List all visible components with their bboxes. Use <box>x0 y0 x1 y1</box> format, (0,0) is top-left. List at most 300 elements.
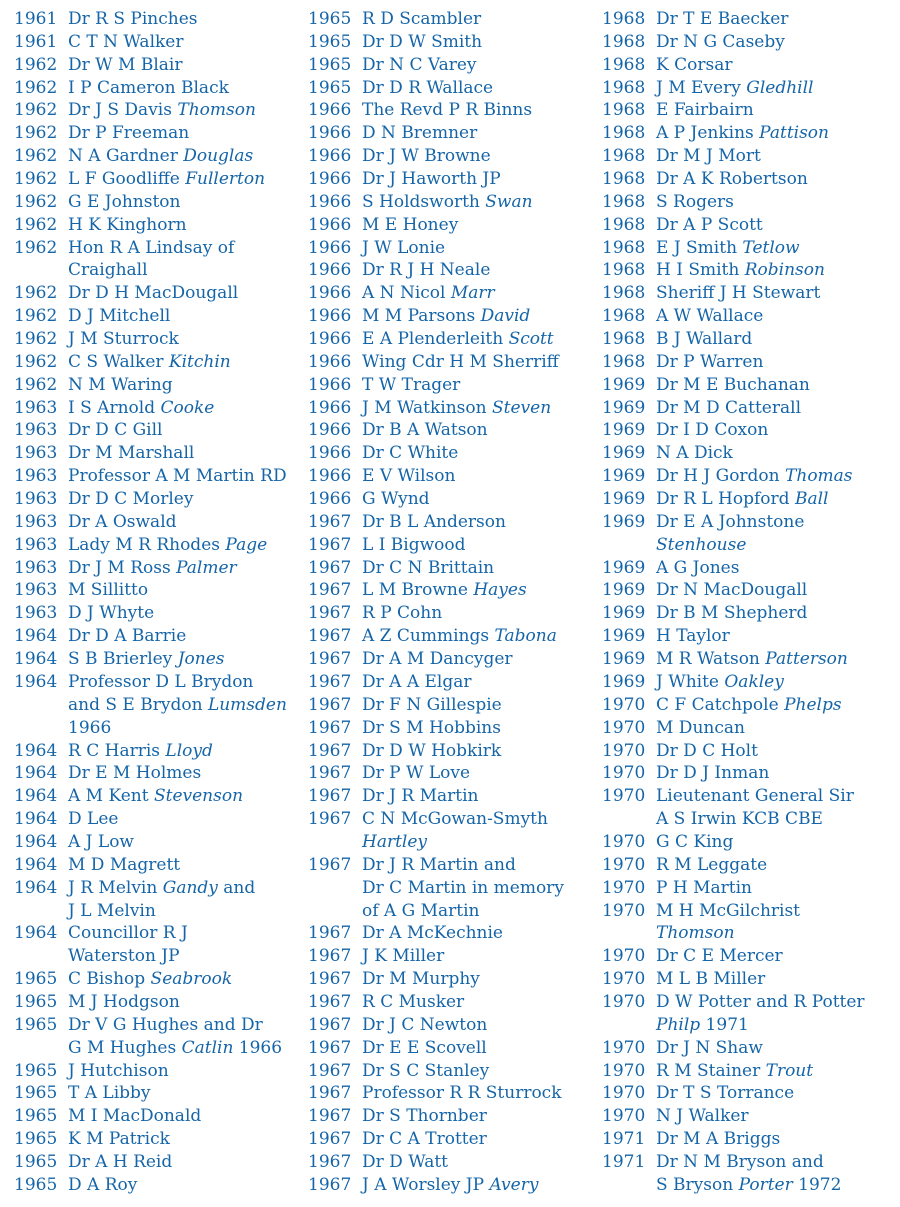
donor-entry <box>14 488 294 511</box>
donor-entry <box>602 968 892 991</box>
entry-name <box>68 648 294 671</box>
entry-name-line <box>362 191 588 214</box>
donor-entry <box>602 740 892 763</box>
entry-year: 1968 <box>602 31 646 52</box>
entry-year: 1968 <box>602 100 646 121</box>
name-text: P H Martin <box>656 877 752 898</box>
entry-name-line <box>362 945 588 968</box>
entry-name-line <box>656 1082 892 1105</box>
entry-year: 1965 <box>14 1106 58 1127</box>
name-text: L I Bigwood <box>362 534 466 555</box>
entry-year: 1966 <box>308 260 352 281</box>
donor-column-2 <box>308 8 588 1197</box>
donor-entry <box>602 625 892 648</box>
donor-entry <box>602 465 892 488</box>
married-name: Gandy <box>162 877 218 898</box>
donor-entry <box>308 397 588 420</box>
entry-name <box>68 762 294 785</box>
name-text: C Bishop <box>68 969 151 990</box>
entry-year: 1962 <box>14 54 58 75</box>
entry-name <box>656 854 892 877</box>
entry-name-line <box>656 99 892 122</box>
donor-entry <box>602 419 892 442</box>
entry-name <box>68 145 294 168</box>
entry-year: 1966 <box>308 489 352 510</box>
entry-name-line <box>362 900 588 923</box>
married-name: Oakley <box>724 671 784 692</box>
entry-name-line <box>68 488 294 511</box>
name-text: M I MacDonald <box>68 1106 202 1127</box>
entry-name-line <box>656 831 892 854</box>
entry-name <box>656 282 892 305</box>
entry-name-line <box>68 1128 294 1151</box>
name-text: Dr A McKechnie <box>362 923 503 944</box>
entry-year: 1967 <box>308 626 352 647</box>
name-text: Dr N MacDougall <box>656 580 808 601</box>
entry-name-line <box>656 625 892 648</box>
donor-entry <box>14 214 294 237</box>
donor-entry <box>14 351 294 374</box>
donor-entry <box>308 191 588 214</box>
donor-entry <box>308 1037 588 1060</box>
entry-name <box>68 625 294 648</box>
entry-year: 1967 <box>308 1037 352 1058</box>
entry-year: 1969 <box>602 489 646 510</box>
entry-year: 1966 <box>308 420 352 441</box>
donor-entry <box>602 511 892 557</box>
entry-name <box>68 557 294 580</box>
name-text: The Revd P R Binns <box>362 100 533 121</box>
entry-name-line <box>656 397 892 420</box>
entry-year: 1967 <box>308 1106 352 1127</box>
entry-name <box>362 305 588 328</box>
entry-name <box>362 740 588 763</box>
name-text: D W Potter and R Potter <box>656 991 865 1012</box>
entry-name <box>68 831 294 854</box>
name-text: J M Watkinson <box>362 397 492 418</box>
entry-year: 1968 <box>602 237 646 258</box>
name-text: Professor D L Brydon <box>68 671 254 692</box>
entry-name-line <box>68 31 294 54</box>
entry-name <box>362 419 588 442</box>
name-text: Dr C A Trotter <box>362 1129 487 1150</box>
donor-entry <box>308 945 588 968</box>
entry-name <box>656 397 892 420</box>
name-text: R P Cohn <box>362 603 443 624</box>
name-text: A W Wallace <box>656 306 764 327</box>
entry-year: 1968 <box>602 191 646 212</box>
entry-year: 1966 <box>308 374 352 395</box>
name-text: H K Kinghorn <box>68 214 187 235</box>
donor-entry <box>308 1174 588 1197</box>
entry-name <box>68 1151 294 1174</box>
married-name: Thomson <box>177 100 256 121</box>
entry-name-line <box>68 671 294 694</box>
entry-year: 1967 <box>308 717 352 738</box>
entry-name-line <box>68 282 294 305</box>
donor-entry <box>602 374 892 397</box>
entry-year: 1966 <box>308 123 352 144</box>
entry-name <box>656 99 892 122</box>
married-name: Cooke <box>160 397 215 418</box>
entry-year: 1967 <box>308 1014 352 1035</box>
entry-name <box>68 237 294 283</box>
entry-name-line <box>362 694 588 717</box>
married-name: Marr <box>450 283 495 304</box>
name-text: A N Nicol <box>362 283 451 304</box>
name-text: Lieutenant General Sir <box>656 786 854 807</box>
name-text: Hon R A Lindsay of <box>68 237 235 258</box>
entry-name <box>362 259 588 282</box>
entry-name-line <box>68 945 294 968</box>
name-text: R M Leggate <box>656 854 768 875</box>
name-text: N A Dick <box>656 443 733 464</box>
donor-entry <box>602 77 892 100</box>
entry-name <box>656 579 892 602</box>
entry-name-line <box>362 1128 588 1151</box>
name-text: G M Hughes <box>68 1037 182 1058</box>
name-text: of A G Martin <box>362 900 480 921</box>
entry-name-line <box>68 579 294 602</box>
entry-name <box>362 465 588 488</box>
entry-name <box>656 1037 892 1060</box>
name-text: Dr C E Mercer <box>656 946 783 967</box>
entry-name <box>362 922 588 945</box>
donor-entry <box>602 122 892 145</box>
entry-name-line <box>656 534 892 557</box>
name-text: M D Magrett <box>68 854 181 875</box>
entry-name <box>656 77 892 100</box>
name-text: G Wynd <box>362 489 430 510</box>
name-text: Dr D H MacDougall <box>68 283 239 304</box>
donor-entry <box>14 1060 294 1083</box>
name-text: N J Walker <box>656 1106 749 1127</box>
name-text: Dr F N Gillespie <box>362 694 502 715</box>
donor-entry <box>308 785 588 808</box>
name-text: D J Whyte <box>68 603 155 624</box>
donor-entry <box>602 305 892 328</box>
donor-entry <box>14 648 294 671</box>
entry-name <box>362 717 588 740</box>
entry-name <box>362 374 588 397</box>
entry-year: 1965 <box>14 1014 58 1035</box>
donor-entry <box>308 442 588 465</box>
entry-name <box>362 191 588 214</box>
name-text: J White <box>656 671 725 692</box>
name-text: and S E Brydon <box>68 694 208 715</box>
name-text: Dr P Freeman <box>68 123 190 144</box>
name-text: K Corsar <box>656 54 733 75</box>
donor-entry <box>14 831 294 854</box>
entry-year: 1963 <box>14 557 58 578</box>
married-name: Avery <box>489 1174 539 1195</box>
donor-entry <box>308 419 588 442</box>
name-text: Dr D Watt <box>362 1151 448 1172</box>
entry-name-line <box>362 259 588 282</box>
married-name: Trout <box>765 1060 814 1081</box>
entry-name-line <box>656 602 892 625</box>
entry-name-line <box>656 168 892 191</box>
entry-name <box>656 419 892 442</box>
entry-name <box>68 442 294 465</box>
entry-name-line <box>362 991 588 1014</box>
donor-entry <box>14 671 294 740</box>
name-text: Dr P W Love <box>362 763 471 784</box>
entry-name-line <box>656 8 892 31</box>
name-text: G C King <box>656 831 734 852</box>
entry-name <box>362 694 588 717</box>
entry-name <box>68 602 294 625</box>
donor-entry <box>602 282 892 305</box>
donor-entry <box>308 557 588 580</box>
entry-year: 1968 <box>602 77 646 98</box>
entry-year: 1966 <box>308 351 352 372</box>
entry-year: 1970 <box>602 1060 646 1081</box>
donor-entry <box>602 671 892 694</box>
entry-name-line <box>362 717 588 740</box>
name-text: M E Honey <box>362 214 459 235</box>
name-text: Dr D R Wallace <box>362 77 494 98</box>
donor-entry <box>14 762 294 785</box>
entry-year: 1968 <box>602 146 646 167</box>
name-text: Dr A P Scott <box>656 214 763 235</box>
donor-entry <box>602 488 892 511</box>
entry-name-line <box>68 374 294 397</box>
name-text: Professor R R Sturrock <box>362 1083 562 1104</box>
donor-entry <box>308 1105 588 1128</box>
entry-year: 1968 <box>602 283 646 304</box>
entry-year: 1968 <box>602 351 646 372</box>
donor-entry <box>308 145 588 168</box>
entry-year: 1969 <box>602 511 646 532</box>
entry-name-line <box>68 1014 294 1037</box>
donor-entry <box>308 671 588 694</box>
name-text: D J Mitchell <box>68 306 171 327</box>
entry-name-line <box>362 762 588 785</box>
entry-name-line <box>362 77 588 100</box>
entry-year: 1963 <box>14 489 58 510</box>
entry-year: 1964 <box>14 740 58 761</box>
entry-name <box>656 602 892 625</box>
married-name: Hartley <box>362 831 428 852</box>
entry-name <box>362 1060 588 1083</box>
entry-name-line <box>68 351 294 374</box>
entry-name <box>656 740 892 763</box>
entry-year: 1966 <box>308 466 352 487</box>
donor-entry <box>602 717 892 740</box>
entry-name <box>362 99 588 122</box>
name-text: C T N Walker <box>68 31 184 52</box>
entry-name <box>656 945 892 968</box>
entry-name-line <box>68 465 294 488</box>
entry-name <box>362 351 588 374</box>
entry-name-line <box>362 671 588 694</box>
married-name: Pattison <box>759 123 829 144</box>
entry-year: 1967 <box>308 534 352 555</box>
entry-name <box>656 168 892 191</box>
entry-name <box>656 465 892 488</box>
entry-name <box>68 579 294 602</box>
entry-name-line <box>656 694 892 717</box>
entry-year: 1965 <box>308 9 352 29</box>
name-text: S Rogers <box>656 191 734 212</box>
donor-entry <box>602 145 892 168</box>
name-text: Dr C Martin in memory <box>362 877 564 898</box>
entry-name-line <box>656 328 892 351</box>
entry-name <box>656 374 892 397</box>
name-text: Dr J R Martin <box>362 786 479 807</box>
entry-year: 1966 <box>308 443 352 464</box>
entry-name <box>362 8 588 31</box>
entry-name-line <box>362 1151 588 1174</box>
name-text: J W Lonie <box>362 237 446 258</box>
entry-name <box>362 785 588 808</box>
name-text: Dr M E Buchanan <box>656 374 810 395</box>
entry-name-line <box>68 762 294 785</box>
entry-name-line <box>68 419 294 442</box>
name-text: Councillor R J <box>68 923 188 944</box>
donor-entry <box>308 214 588 237</box>
entry-name-line <box>362 54 588 77</box>
entry-name <box>68 877 294 923</box>
entry-year: 1967 <box>308 923 352 944</box>
entry-name-line <box>656 762 892 785</box>
entry-name <box>362 214 588 237</box>
name-text: Dr A M Dancyger <box>362 649 513 670</box>
married-name: Swan <box>485 191 533 212</box>
donor-entry <box>14 145 294 168</box>
donor-entry <box>14 922 294 968</box>
entry-name-line <box>68 694 294 717</box>
donor-entry <box>14 442 294 465</box>
entry-name-line <box>362 922 588 945</box>
entry-name-line <box>362 8 588 31</box>
name-text: S Bryson <box>656 1174 739 1195</box>
name-text: Dr V G Hughes and Dr <box>68 1014 263 1035</box>
entry-name <box>68 740 294 763</box>
entry-name <box>656 305 892 328</box>
entry-name-line <box>68 854 294 877</box>
entry-name <box>362 671 588 694</box>
entry-name-line <box>362 305 588 328</box>
name-text: H I Smith <box>656 260 745 281</box>
name-text: Dr D C Gill <box>68 420 163 441</box>
entry-year: 1962 <box>14 329 58 350</box>
entry-year: 1967 <box>308 1060 352 1081</box>
married-name: Kitchin <box>168 351 231 372</box>
entry-year: 1967 <box>308 557 352 578</box>
entry-year: 1970 <box>602 946 646 967</box>
donor-entry <box>602 762 892 785</box>
entry-name <box>362 282 588 305</box>
entry-name-line <box>656 122 892 145</box>
married-name: Seabrook <box>150 969 233 990</box>
entry-name-line <box>656 442 892 465</box>
entry-name <box>362 1128 588 1151</box>
entry-year: 1967 <box>308 603 352 624</box>
married-name: Scott <box>508 329 554 350</box>
name-text: N M Waring <box>68 374 173 395</box>
entry-year: 1968 <box>602 260 646 281</box>
name-text: Dr B M Shepherd <box>656 603 808 624</box>
name-text: 1972 <box>792 1174 842 1195</box>
married-name: Thomas <box>785 466 853 487</box>
name-text: Dr R J H Neale <box>362 260 491 281</box>
entry-name <box>656 877 892 900</box>
entry-name-line <box>362 419 588 442</box>
entry-name <box>68 511 294 534</box>
entry-name-line <box>656 717 892 740</box>
name-text: Dr A A Elgar <box>362 671 472 692</box>
entry-year: 1962 <box>14 123 58 144</box>
name-text: 1971 <box>700 1014 749 1035</box>
entry-name-line <box>362 214 588 237</box>
name-text: Dr P Warren <box>656 351 764 372</box>
name-text: Dr M Murphy <box>362 969 480 990</box>
donor-entry <box>602 328 892 351</box>
entry-name-line <box>68 534 294 557</box>
entry-name-line <box>362 282 588 305</box>
entry-name-line <box>656 1151 892 1174</box>
entry-year: 1966 <box>308 237 352 258</box>
entry-year: 1964 <box>14 809 58 830</box>
entry-name <box>362 168 588 191</box>
donor-entry <box>602 259 892 282</box>
entry-year: 1964 <box>14 649 58 670</box>
entry-year: 1966 <box>308 329 352 350</box>
donor-entry <box>14 77 294 100</box>
name-text: Dr C N Brittain <box>362 557 495 578</box>
entry-name <box>656 694 892 717</box>
entry-name-line <box>362 785 588 808</box>
name-text: S Holdsworth <box>362 191 486 212</box>
married-name: Lumsden <box>207 694 287 715</box>
entry-name <box>656 557 892 580</box>
name-text: Dr S Thornber <box>362 1106 487 1127</box>
entry-name <box>656 8 892 31</box>
entry-name-line <box>656 1128 892 1151</box>
entry-name-line <box>362 168 588 191</box>
entry-year: 1969 <box>602 557 646 578</box>
entry-year: 1966 <box>308 283 352 304</box>
entry-name-line <box>68 1105 294 1128</box>
entry-name <box>656 1128 892 1151</box>
name-text: Dr J W Browne <box>362 146 491 167</box>
entry-year: 1970 <box>602 786 646 807</box>
entry-name <box>68 31 294 54</box>
donor-entry <box>308 54 588 77</box>
donor-entry <box>14 191 294 214</box>
donor-entry <box>308 717 588 740</box>
entry-name-line <box>656 214 892 237</box>
donor-entry <box>602 31 892 54</box>
entry-year: 1965 <box>14 991 58 1012</box>
entry-year: 1964 <box>14 854 58 875</box>
name-text: I P Cameron Black <box>68 77 229 98</box>
entry-name <box>656 191 892 214</box>
entry-name-line <box>656 1060 892 1083</box>
entry-name <box>68 808 294 831</box>
entry-name <box>362 328 588 351</box>
name-text: C S Walker <box>68 351 169 372</box>
entry-name <box>656 511 892 557</box>
entry-year: 1970 <box>602 900 646 921</box>
donor-entry <box>602 877 892 900</box>
name-text: A G Jones <box>656 557 740 578</box>
donor-entry <box>308 694 588 717</box>
entry-name-line <box>656 1037 892 1060</box>
entry-year: 1970 <box>602 854 646 875</box>
